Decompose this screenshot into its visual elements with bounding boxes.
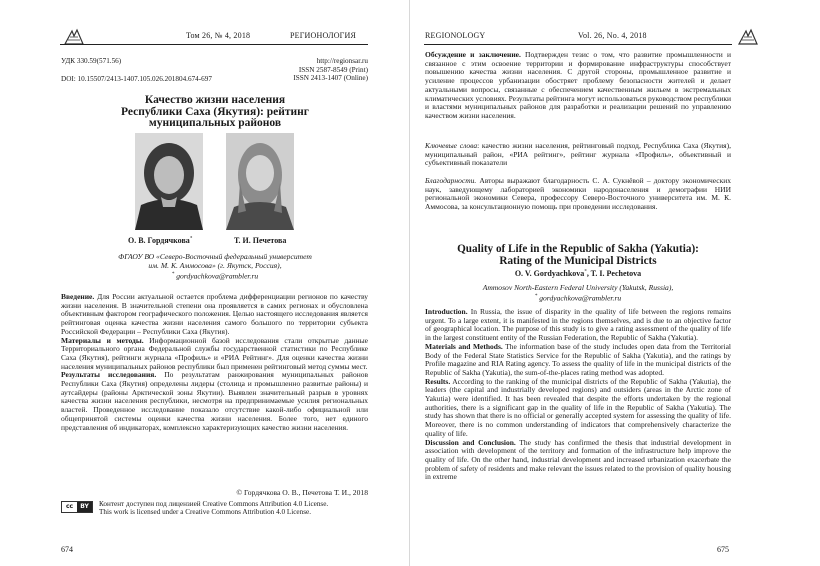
affiliation-line: ФГАОУ ВО «Северо-Восточный федеральный университет xyxy=(118,252,312,261)
abstract-results: Результаты исследования. По результатам ранжирования муниципальных районов Республики Саха (Якутия) определены лидеры (столица и промышленно развитые районы) и аутсайдеры (районы Арктической зоны Якутии). Выявлен значительный разрыв в уровнях качества жизни населения республики, несмотря на предпринимаемые усилия региональных властей. Проведенное исследование показало отсутствие какой-либо официальной или общепринятой системы оценки качества жизни населения. Более того, нет единого представления об индикаторах, комплексно характеризующих качество жизни населения. xyxy=(61,370,368,432)
issn-block xyxy=(293,57,368,83)
title-line: Rating of the Municipal Districts xyxy=(499,254,657,267)
abstract-results-en: Results. According to the ranking of the municipal districts of the Republic of Sakha (Yakutia), the leaders (the capital and industrially developed regions) and outsiders (areas in the Arctic zone of Yakutia) were identified. It has been revealed that despite the efforts undertaken by the regional authorities, there is a significant gap in the quality of life in the Republic of Sakha (Yakutia). The study has shown that there is no official or generally accepted system for assessing the quality of life. Moreover, there is no common understanding of indicators that comprehensively characterize the quality of life. xyxy=(425,376,731,438)
page-number-left: 674 xyxy=(61,545,73,554)
abstract-intro-en: Introduction. In Russia, the issue of disparity in the quality of life between the regions remains urgent. To a large extent, it is manifested in the regions themselves, and is due to an objective factor of geographical location. The purpose of this study is to give a rating assessment of the quality of life in the largest constituent entity of the Russian Federation, the Republic of Sakha (Yakutia). xyxy=(425,307,731,343)
abstract-en xyxy=(425,308,731,482)
udk: УДК 330.59(571.56) xyxy=(61,57,122,65)
article-title-en xyxy=(425,244,731,267)
journal-url[interactable]: http://regionsar.ru xyxy=(316,57,368,65)
author-photo-pechetova xyxy=(226,133,294,230)
author-email[interactable]: * gordyachkova@rambler.ru xyxy=(171,271,259,281)
issn-online: ISSN 2413-1407 (Online) xyxy=(293,74,368,83)
cc-license-badge[interactable] xyxy=(61,501,93,513)
title-line: муниципальных районов xyxy=(148,117,282,129)
header-journal: РЕГИОНОЛОГИЯ xyxy=(290,31,357,40)
header-rule xyxy=(424,44,732,45)
journal-logo-icon xyxy=(62,28,86,48)
abstract-ru xyxy=(61,293,368,432)
author-email-en[interactable]: * gordyachkova@rambler.ru xyxy=(534,293,622,303)
acknowledgements-ru: Благодарности. Авторы выражают благодарность С. А. Сукнёвой – доктору экономических наук, заведующему лабораторией экономики народонаселения и демографии НИИ региональной экономики Севера, профессору Северо-Восточного университета им. М. К. Аммосова, за консультационную помощь при проведении исследования. xyxy=(425,176,731,212)
title-line: Качество жизни населения xyxy=(144,94,286,106)
cc-icon: cc xyxy=(62,502,77,512)
abstract-methods: Материалы и методы. Информационной базой исследования стали открытые данные Территориального органа Федеральной службы государственной статистики по Республике Саха (Якутия), рейтинги журнала «Профиль» и «РИА Рейтинг». Для оценки качества жизни населения муниципальных районов республики был применен рейтинговый метод суммы мест. xyxy=(61,335,368,371)
affiliation-line: Ammosov North-Eastern Federal University (Yakutsk, Russia), xyxy=(482,283,674,292)
author-photo-gordyachkova xyxy=(135,133,203,230)
author-name-2: Т. И. Печетова xyxy=(234,236,287,245)
journal-logo-icon xyxy=(736,28,760,48)
header-volume-en: Vol. 26, No. 4, 2018 xyxy=(578,31,647,40)
license-en: This work is licensed under a Creative Commons Attribution 4.0 License. xyxy=(99,508,311,517)
abstract-methods-en: Materials and Methods. The information base of the study includes open data from the Territorial Body of the Federal State Statistics Service for the Republic of Sakha (Yakutia), and the ratings by Profile magazine and RIA Rating agency. To assess the quality of life in the municipal districts of the Republic of Sakha (Yakutia), the sum-of-the-places rating method was adopted. xyxy=(425,341,731,377)
header-rule xyxy=(60,44,368,45)
doi: DOI: 10.15507/2413-1407.105.026.201804.674-697 xyxy=(61,75,212,83)
author-name-1: О. В. Гордячкова* xyxy=(128,236,193,245)
affiliation-en xyxy=(425,283,731,303)
right-page xyxy=(410,0,820,566)
abstract-discussion-en: Discussion and Conclusion. The study has confirmed the thesis that industrial development in association with development of the territory and formation of the infrastructure help improve the quality of life. On the other hand, industrial development and increased urbanization exacerbate the problem of safety of residents and make relevant the issues related to the provision of quality housing in extreme xyxy=(425,437,731,482)
header-volume: Том 26, № 4, 2018 xyxy=(186,31,251,40)
discussion-ru: Обсуждение и заключение. Подтвержден тезис о том, что развитие промышленности и связанное с этим освоение территории и формирование инфраструктуры способствует повышению качества жизни населения. С другой стороны, промышленное развитие и усиление процессов урбанизации обостряет проблему безопасности жителей и делает актуальными вопросы, связанные с обеспечением качественным жильем в экстремальных климатических условиях. Результаты рейтинга могут использоваться руководством республики и властями муниципальных районов для разработки и реализации решений по управлению качеством жизни населения. xyxy=(425,50,731,120)
affiliation-line: им. М. К. Аммосова» (г. Якутск, Россия), xyxy=(148,261,282,271)
article-title-ru xyxy=(60,95,370,130)
affiliation-ru xyxy=(60,252,370,281)
license-text xyxy=(99,500,328,516)
license-ru: Контент доступен под лицензией Creative Commons Attribution 4.0 License. xyxy=(99,500,329,508)
title-line: Quality of Life in the Republic of Sakha (Yakutia): xyxy=(457,243,699,255)
abstract-intro: Введение. Для России актуальной остается проблема дифференциации регионов по качеству жизни населения. В значительной степени она проявляется в самих регионах и обусловлена объективным фактором географического положения. Целью настоящего исследования является рейтинговая оценка качества жизни населения самого большого по территории субъекта Российской Федерации – Республики Саха (Якутия). xyxy=(61,292,368,336)
authors-en: O. V. Gordyachkova*, T. I. Pechetova xyxy=(514,269,642,278)
keywords-ru: Ключевые слова: качество жизни населения, рейтинговый подход, Республика Саха (Якутия), муниципальный район, «РИА рейтинг», рейтинг журнала «Профиль», объективный и субъективный показатели xyxy=(425,141,732,168)
header-journal-en: REGIONOLOGY xyxy=(425,31,486,40)
copyright: © Гордячкова О. В., Печетова Т. И., 2018 xyxy=(236,488,368,497)
issn-print: ISSN 2587-8549 (Print) xyxy=(298,65,368,74)
title-line: Республики Саха (Якутия): рейтинг xyxy=(120,105,310,118)
by-icon: BY xyxy=(77,502,92,512)
page-number-right: 675 xyxy=(717,545,729,554)
